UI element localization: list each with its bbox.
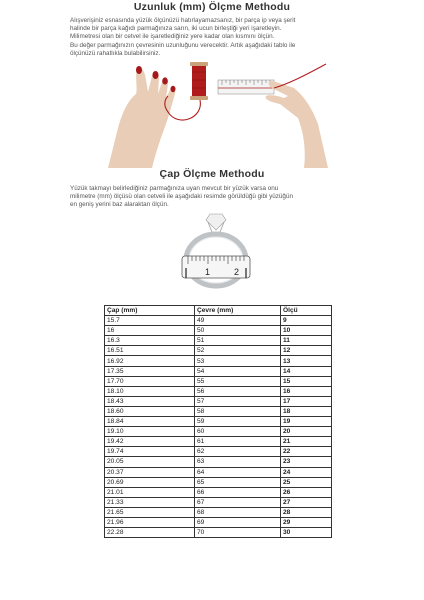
cell-circumference: 55 (195, 376, 281, 386)
cell-circumference: 67 (195, 497, 281, 507)
cell-diameter: 17.70 (105, 376, 195, 386)
cell-circumference: 65 (195, 477, 281, 487)
table-row (105, 376, 332, 386)
cell-diameter: 19.10 (105, 427, 195, 437)
cell-size: 12 (281, 346, 332, 356)
cell-diameter: 21.01 (105, 487, 195, 497)
table-row (105, 467, 332, 477)
cell-diameter: 21.33 (105, 497, 195, 507)
cell-diameter: 22.28 (105, 528, 195, 538)
cell-diameter: 19.74 (105, 447, 195, 457)
table-row (105, 528, 332, 538)
table-row (105, 437, 332, 447)
cell-size: 28 (281, 507, 332, 517)
table-row (105, 346, 332, 356)
cell-size: 16 (281, 386, 332, 396)
cell-circumference: 69 (195, 517, 281, 527)
table-row (105, 316, 332, 326)
cell-circumference: 54 (195, 366, 281, 376)
cell-diameter: 18.43 (105, 396, 195, 406)
table-row (105, 366, 332, 376)
cell-circumference: 61 (195, 437, 281, 447)
cell-circumference: 53 (195, 356, 281, 366)
cell-circumference: 60 (195, 427, 281, 437)
paragraph-line: Milimetresi olan bir cetvel ile işaretlediğiniz yere kadar olan kısmını ölçün. (70, 33, 275, 41)
cell-diameter: 17.35 (105, 366, 195, 376)
finger-measuring-illustration (108, 58, 328, 168)
paragraph-line: en geniş yerini baz alaraktan ölçün. (70, 201, 169, 209)
cell-size: 22 (281, 447, 332, 457)
table-header-row (105, 306, 332, 316)
cell-size: 11 (281, 336, 332, 346)
cell-circumference: 70 (195, 528, 281, 538)
ring-size-table (104, 305, 332, 538)
cell-size: 14 (281, 366, 332, 376)
table-row (105, 427, 332, 437)
cell-size: 13 (281, 356, 332, 366)
section1-paragraph (70, 17, 370, 58)
table-row (105, 477, 332, 487)
cell-size: 26 (281, 487, 332, 497)
cell-size: 15 (281, 376, 332, 386)
table-row (105, 356, 332, 366)
header-diameter: Çap (mm) (105, 306, 195, 316)
cell-circumference: 59 (195, 417, 281, 427)
cell-size: 30 (281, 528, 332, 538)
paragraph-line: Alışverişiniz esnasında yüzük ölçünüzü hatırlayamazsanız, bir parça ip veya şerit (70, 17, 296, 24)
header-circumference: Çevre (mm) (195, 306, 281, 316)
table-row (105, 386, 332, 396)
cell-size: 20 (281, 427, 332, 437)
cell-circumference: 63 (195, 457, 281, 467)
nail (153, 71, 159, 79)
paragraph-line: ölçünüzü rahatlıkla bulabilirsiniz. (70, 49, 161, 57)
cell-diameter: 18.60 (105, 406, 195, 416)
cell-size: 24 (281, 467, 332, 477)
paragraph-line: halinde bir parça kağıdı parmağınıza sarın, iki ucun birleştiği yeri işaretleyin. (70, 25, 282, 33)
right-hand (266, 81, 328, 168)
cell-circumference: 64 (195, 467, 281, 477)
table-row (105, 487, 332, 497)
cell-diameter: 19.42 (105, 437, 195, 447)
table-row (105, 447, 332, 457)
section1-title: Uzunluk (mm) Ölçme Methodu (133, 1, 291, 13)
table-row (105, 457, 332, 467)
cell-diameter: 21.65 (105, 507, 195, 517)
header-size: Ölçü (281, 306, 332, 316)
nail (162, 77, 168, 84)
cell-diameter: 16.3 (105, 336, 195, 346)
cell-circumference: 57 (195, 396, 281, 406)
table-row (105, 417, 332, 427)
nail (171, 86, 176, 92)
cell-circumference: 49 (195, 316, 281, 326)
cell-size: 19 (281, 417, 332, 427)
cell-circumference: 62 (195, 447, 281, 457)
cell-size: 10 (281, 326, 332, 336)
cell-circumference: 58 (195, 406, 281, 416)
cell-diameter: 20.69 (105, 477, 195, 487)
ruler-digit-2: 2 (234, 267, 240, 277)
paragraph-line: Bu değer parmağınızın çevresinin uzunluğunu verecektir. Artık aşağıdaki tablo ile (70, 41, 296, 49)
cell-circumference: 50 (195, 326, 281, 336)
cell-size: 17 (281, 396, 332, 406)
thread-spool (190, 62, 208, 100)
ruler-over-ring (182, 256, 250, 278)
cell-circumference: 56 (195, 386, 281, 396)
table-row (105, 396, 332, 406)
cell-size: 23 (281, 457, 332, 467)
cell-size: 25 (281, 477, 332, 487)
cell-circumference: 68 (195, 507, 281, 517)
cell-size: 21 (281, 437, 332, 447)
section2-title: Çap Ölçme Methodu (159, 168, 265, 180)
cell-diameter: 16.92 (105, 356, 195, 366)
cell-size: 9 (281, 316, 332, 326)
cell-diameter: 20.05 (105, 457, 195, 467)
paragraph-line: Yüzük takmayı belirlediğiniz parmağınıza uyan mevcut bir yüzük varsa onu (70, 185, 279, 192)
cell-circumference: 52 (195, 346, 281, 356)
table-row (105, 326, 332, 336)
cell-size: 18 (281, 406, 332, 416)
table-row (105, 336, 332, 346)
nail (136, 66, 142, 74)
ruler (218, 80, 274, 94)
ring-measuring-illustration (176, 212, 256, 292)
cell-diameter: 15.7 (105, 316, 195, 326)
cell-diameter: 16 (105, 326, 195, 336)
table-row (105, 507, 332, 517)
section2-paragraph (70, 185, 370, 210)
cell-size: 29 (281, 517, 332, 527)
cell-diameter: 18.84 (105, 417, 195, 427)
cell-diameter: 18.10 (105, 386, 195, 396)
cell-size: 27 (281, 497, 332, 507)
table-row (105, 497, 332, 507)
table-row (105, 406, 332, 416)
cell-circumference: 51 (195, 336, 281, 346)
cell-diameter: 20.37 (105, 467, 195, 477)
ruler-digit-1: 1 (205, 267, 211, 277)
cell-circumference: 66 (195, 487, 281, 497)
paragraph-line: milimetre (mm) ölçüsü olan cetveli ile aşağıdaki resimde görüldüğü gibi yüzüğün (70, 193, 293, 201)
diamond (206, 214, 226, 230)
cell-diameter: 21.96 (105, 517, 195, 527)
cell-diameter: 16.51 (105, 346, 195, 356)
table-row (105, 517, 332, 527)
